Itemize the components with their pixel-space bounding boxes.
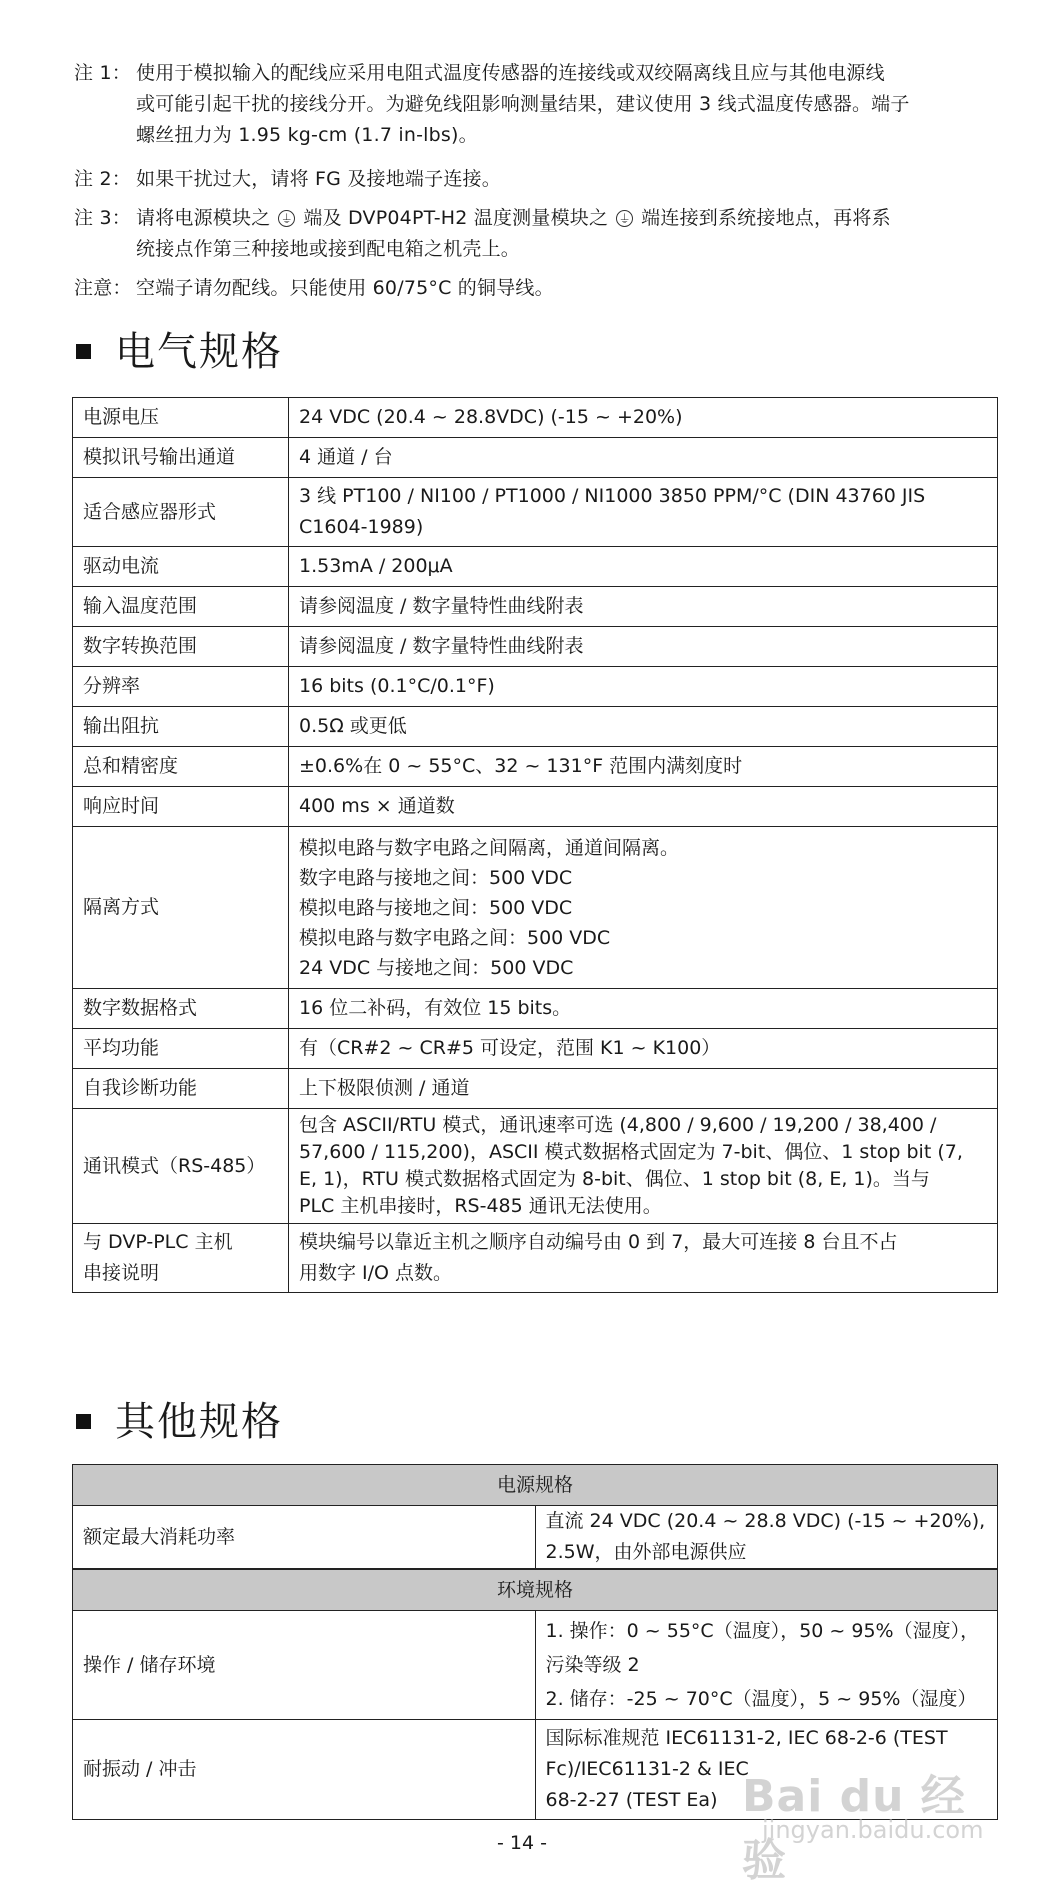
spec-value xyxy=(289,1029,998,1069)
table-row xyxy=(73,1611,998,1720)
note-line: 如果干扰过大，请将 FG 及接地端子连接。 xyxy=(136,168,501,190)
spec-value xyxy=(289,478,998,547)
watermark-brand: Bai du 经验 xyxy=(742,1771,966,1886)
table-row xyxy=(73,1029,998,1069)
section-title-other xyxy=(74,1397,283,1447)
spec-value xyxy=(289,627,998,667)
table-header: 环境规格 xyxy=(73,1570,998,1611)
spec-key: 电源电压 xyxy=(73,398,289,438)
spec-value xyxy=(289,1224,998,1293)
spec-value xyxy=(289,827,998,989)
table-header: 电源规格 xyxy=(73,1465,998,1506)
spec-value xyxy=(289,1069,998,1109)
spec-value-line: 用数字 I/O 点数。 xyxy=(299,1262,453,1284)
table-row xyxy=(73,1506,998,1569)
spec-value xyxy=(289,989,998,1029)
table-row xyxy=(73,1224,998,1293)
square-bullet-icon xyxy=(76,1414,91,1429)
spec-key: 隔离方式 xyxy=(73,827,289,989)
spec-value-line: 1.53mA / 200μA xyxy=(299,555,453,577)
note-3 xyxy=(74,203,1004,265)
section-title-text: 其他规格 xyxy=(115,1399,283,1445)
spec-value xyxy=(289,1109,998,1224)
table-row xyxy=(73,707,998,747)
spec-key: 操作 / 储存环境 xyxy=(73,1611,536,1720)
table-row xyxy=(73,547,998,587)
spec-key-line: 与 DVP-PLC 主机 xyxy=(83,1231,233,1253)
watermark-url: jingyan.baidu.com xyxy=(762,1816,984,1844)
spec-value xyxy=(289,787,998,827)
table-row xyxy=(73,667,998,707)
spec-key xyxy=(73,1224,289,1293)
spec-key: 驱动电流 xyxy=(73,547,289,587)
spec-key: 数字转换范围 xyxy=(73,627,289,667)
spec-key: 平均功能 xyxy=(73,1029,289,1069)
spec-value-line: 68-2-27 (TEST Ea) xyxy=(545,1789,718,1811)
note-tag: 注 2： xyxy=(74,168,131,190)
spec-key: 数字数据格式 xyxy=(73,989,289,1029)
table-row xyxy=(73,587,998,627)
note-text: 端连接到系统接地点，再将系 xyxy=(641,207,891,229)
spec-value-line: 1. 操作：0 ~ 55°C（温度），50 ~ 95%（湿度），污染等级 2 xyxy=(545,1620,980,1676)
spec-value: 直流 24 VDC (20.4 ~ 28.8 VDC) (-15 ~ +20%), 2.5W，由外部电源供应 xyxy=(535,1506,998,1569)
spec-value-line: 16 位二补码，有效位 15 bits。 xyxy=(299,997,572,1019)
spec-value xyxy=(289,398,998,438)
section-title-text: 电气规格 xyxy=(115,329,283,375)
spec-value xyxy=(289,747,998,787)
spec-value-line: 模拟电路与接地之间：500 VDC xyxy=(299,896,573,919)
table-header-row xyxy=(73,1570,998,1611)
square-bullet-icon xyxy=(76,344,91,359)
spec-key: 分辨率 xyxy=(73,667,289,707)
spec-key: 输出阻抗 xyxy=(73,707,289,747)
spec-value-line: 国际标准规范 IEC61131-2, IEC 68-2-6 (TEST Fc)/IEC61131-2 & IEC xyxy=(545,1727,948,1780)
table-header-row xyxy=(73,1465,998,1506)
spec-key-line: 串接说明 xyxy=(83,1262,160,1284)
spec-value-line: 24 VDC (20.4 ~ 28.8VDC) (-15 ~ +20%) xyxy=(299,406,683,428)
note-text: 请将电源模块之 xyxy=(136,207,271,229)
spec-key: 输入温度范围 xyxy=(73,587,289,627)
table-row xyxy=(73,787,998,827)
electrical-spec-table xyxy=(72,397,998,1293)
spec-value-line: 模拟电路与数字电路之间隔离，通道间隔离。 xyxy=(299,836,680,859)
spec-value-line: PLC 主机串接时，RS-485 通讯无法使用。 xyxy=(299,1195,662,1217)
spec-value-line: 请参阅温度 / 数字量特性曲线附表 xyxy=(299,635,584,657)
spec-value-line: 3 线 PT100 / NI100 / PT1000 / NI1000 3850 PPM/°C (DIN 43760 JIS xyxy=(299,485,926,507)
spec-value-line: 包含 ASCII/RTU 模式，通讯速率可选 (4,800 / 9,600 / 19,200 / 38,400 / xyxy=(299,1114,937,1136)
note-tag: 注意： xyxy=(74,277,132,299)
note-line: 空端子请勿配线。只能使用 60/75°C 的铜导线。 xyxy=(136,277,554,299)
spec-value-line: 有（CR#2 ~ CR#5 可设定，范围 K1 ~ K100） xyxy=(299,1037,721,1059)
spec-value-line: 数字电路与接地之间：500 VDC xyxy=(299,866,573,889)
spec-value-line: ±0.6%在 0 ~ 55°C、32 ~ 131°F 范围内满刻度时 xyxy=(299,755,743,777)
table-row xyxy=(73,827,998,989)
spec-value-line: 0.5Ω 或更低 xyxy=(299,715,407,737)
spec-value xyxy=(289,707,998,747)
table-row xyxy=(73,989,998,1029)
spec-value-line: C1604-1989) xyxy=(299,516,424,538)
note-line: 螺丝扭力为 1.95 kg-cm (1.7 in-lbs)。 xyxy=(136,124,478,146)
spec-value-line: 模拟电路与数字电路之间：500 VDC xyxy=(299,926,611,949)
spec-key: 通讯模式（RS-485） xyxy=(73,1109,289,1224)
table-row xyxy=(73,747,998,787)
table-row xyxy=(73,627,998,667)
spec-value-line: 模块编号以靠近主机之顺序自动编号由 0 到 7，最大可连接 8 台且不占 xyxy=(299,1231,898,1253)
spec-value-line: 请参阅温度 / 数字量特性曲线附表 xyxy=(299,595,584,617)
spec-value-line: 4 通道 / 台 xyxy=(299,446,393,468)
spec-value xyxy=(289,667,998,707)
note-line: 使用于模拟输入的配线应采用电阻式温度传感器的连接线或双绞隔离线且应与其他电源线 xyxy=(136,62,885,84)
spec-value xyxy=(289,547,998,587)
spec-value-line: 16 bits (0.1°C/0.1°F) xyxy=(299,675,495,697)
spec-value-line: 24 VDC 与接地之间：500 VDC xyxy=(299,956,574,979)
spec-key: 自我诊断功能 xyxy=(73,1069,289,1109)
spec-value-line: 上下极限侦测 / 通道 xyxy=(299,1077,470,1099)
table-row xyxy=(73,478,998,547)
spec-value-line: 57,600 / 115,200)，ASCII 模式数据格式固定为 7-bit、偶位、1 stop bit (7, xyxy=(299,1141,963,1163)
note-1 xyxy=(74,58,1004,151)
table-row xyxy=(73,438,998,478)
spec-key: 适合感应器形式 xyxy=(73,478,289,547)
note-caution xyxy=(74,273,1004,304)
spec-key: 响应时间 xyxy=(73,787,289,827)
section-title-electrical xyxy=(74,327,283,377)
ground-icon: ⏚ xyxy=(616,210,633,227)
spec-key: 耐振动 / 冲击 xyxy=(73,1720,536,1820)
note-line: 统接点作第三种接地或接到配电箱之机壳上。 xyxy=(136,238,521,260)
note-text: 端及 DVP04PT-H2 温度测量模块之 xyxy=(303,207,609,229)
spec-key: 模拟讯号输出通道 xyxy=(73,438,289,478)
note-tag: 注 3： xyxy=(74,207,131,229)
spec-value-line: E, 1)，RTU 模式数据格式固定为 8-bit、偶位、1 stop bit (8, E, 1)。当与 xyxy=(299,1168,930,1190)
power-spec-table xyxy=(72,1464,998,1569)
table-row xyxy=(73,1109,998,1224)
note-2 xyxy=(74,164,1004,195)
ground-icon: ⏚ xyxy=(278,210,295,227)
spec-value-line: 2. 储存：-25 ~ 70°C（温度），5 ~ 95%（湿度） xyxy=(545,1688,977,1710)
table-row xyxy=(73,398,998,438)
spec-value-line: 400 ms × 通道数 xyxy=(299,795,455,817)
spec-value xyxy=(289,587,998,627)
note-line: 或可能引起干扰的接线分开。为避免线阻影响测量结果，建议使用 3 线式温度传感器。端子 xyxy=(136,93,910,115)
spec-value xyxy=(289,438,998,478)
spec-value xyxy=(535,1611,998,1720)
note-tag: 注 1： xyxy=(74,62,131,84)
page-number: - 14 - xyxy=(497,1832,547,1854)
table-row xyxy=(73,1069,998,1109)
spec-key: 额定最大消耗功率 xyxy=(73,1506,536,1569)
spec-key: 总和精密度 xyxy=(73,747,289,787)
